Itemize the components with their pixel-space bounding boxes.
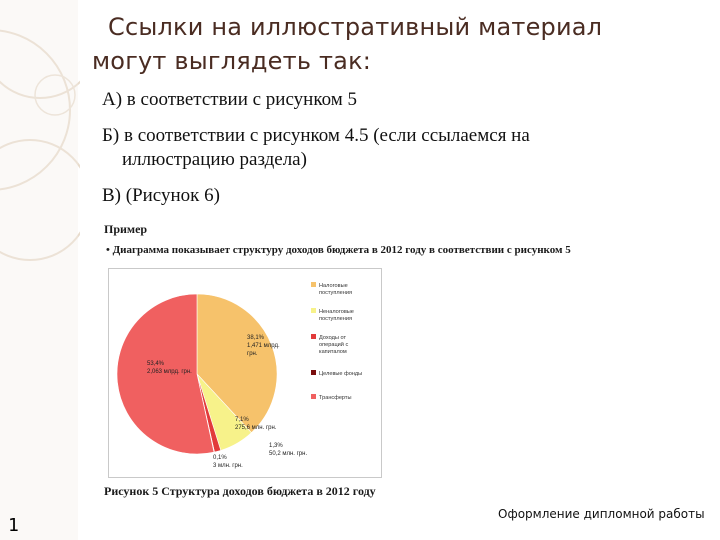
reference-list bbox=[102, 88, 662, 220]
example-title: Пример bbox=[104, 222, 148, 236]
legend-label: Неналоговые bbox=[319, 309, 354, 315]
title-line-2: могут выглядеть так: bbox=[92, 47, 372, 75]
legend-swatch bbox=[311, 282, 316, 287]
slice-data-label: 1,3% bbox=[269, 443, 283, 449]
legend-label: капиталом bbox=[319, 349, 347, 355]
legend-swatch bbox=[311, 394, 316, 399]
example-bullet: • Диаграмма показывает структуру доходов бюджета в 2012 году в соответствии с рисунком 5 bbox=[106, 244, 571, 256]
slice-data-label: 3 млн. грн. bbox=[213, 463, 243, 469]
pie-chart-frame bbox=[108, 268, 382, 478]
legend-label: операций с bbox=[319, 342, 349, 348]
slice-data-label: 7,1% bbox=[235, 417, 249, 423]
slice-data-label: 0,1% bbox=[213, 455, 227, 461]
list-item-label: А) в соответствии с рисунком 5 bbox=[102, 89, 358, 110]
list-item-continuation: иллюстрацию раздела) bbox=[122, 149, 307, 170]
legend-label: поступления bbox=[319, 316, 353, 322]
decorative-circles bbox=[0, 0, 80, 540]
list-item bbox=[102, 124, 662, 172]
list-item bbox=[102, 88, 662, 112]
legend-swatch bbox=[311, 308, 316, 313]
legend-label: Трансферты bbox=[319, 395, 352, 401]
pie-chart bbox=[109, 269, 381, 477]
slice-data-label: 1,471 млрд. bbox=[247, 343, 280, 349]
slice-data-label: 275,6 млн. грн. bbox=[235, 425, 277, 431]
list-item-label: Б) в соответствии с рисунком 4.5 (если ссылаемся на bbox=[102, 125, 530, 146]
page-number: 1 bbox=[8, 515, 19, 536]
list-item bbox=[102, 184, 662, 208]
legend-label: поступления bbox=[319, 290, 353, 296]
slice-data-label: 2,063 млрд. грн. bbox=[147, 369, 192, 375]
legend-swatch bbox=[311, 334, 316, 339]
slice-data-label: 53,4% bbox=[147, 361, 165, 367]
legend-label: Доходы от bbox=[319, 335, 347, 341]
slide-title bbox=[92, 10, 702, 78]
slice-data-label: 38,1% bbox=[247, 335, 265, 341]
legend-swatch bbox=[311, 370, 316, 375]
figure-caption: Рисунок 5 Структура доходов бюджета в 2012 году bbox=[104, 484, 376, 498]
slice-data-label: 50,2 млн. грн. bbox=[269, 451, 308, 457]
legend-label: Налоговые bbox=[319, 283, 348, 289]
list-item-label: В) (Рисунок 6) bbox=[102, 185, 220, 206]
title-line-1: Ссылки на иллюстративный материал bbox=[108, 13, 603, 41]
footer-note: Оформление дипломной работы bbox=[498, 507, 705, 521]
slice-data-label: грн. bbox=[247, 351, 258, 357]
example-figure bbox=[104, 222, 644, 507]
legend-label: Целевые фонды bbox=[319, 371, 363, 377]
